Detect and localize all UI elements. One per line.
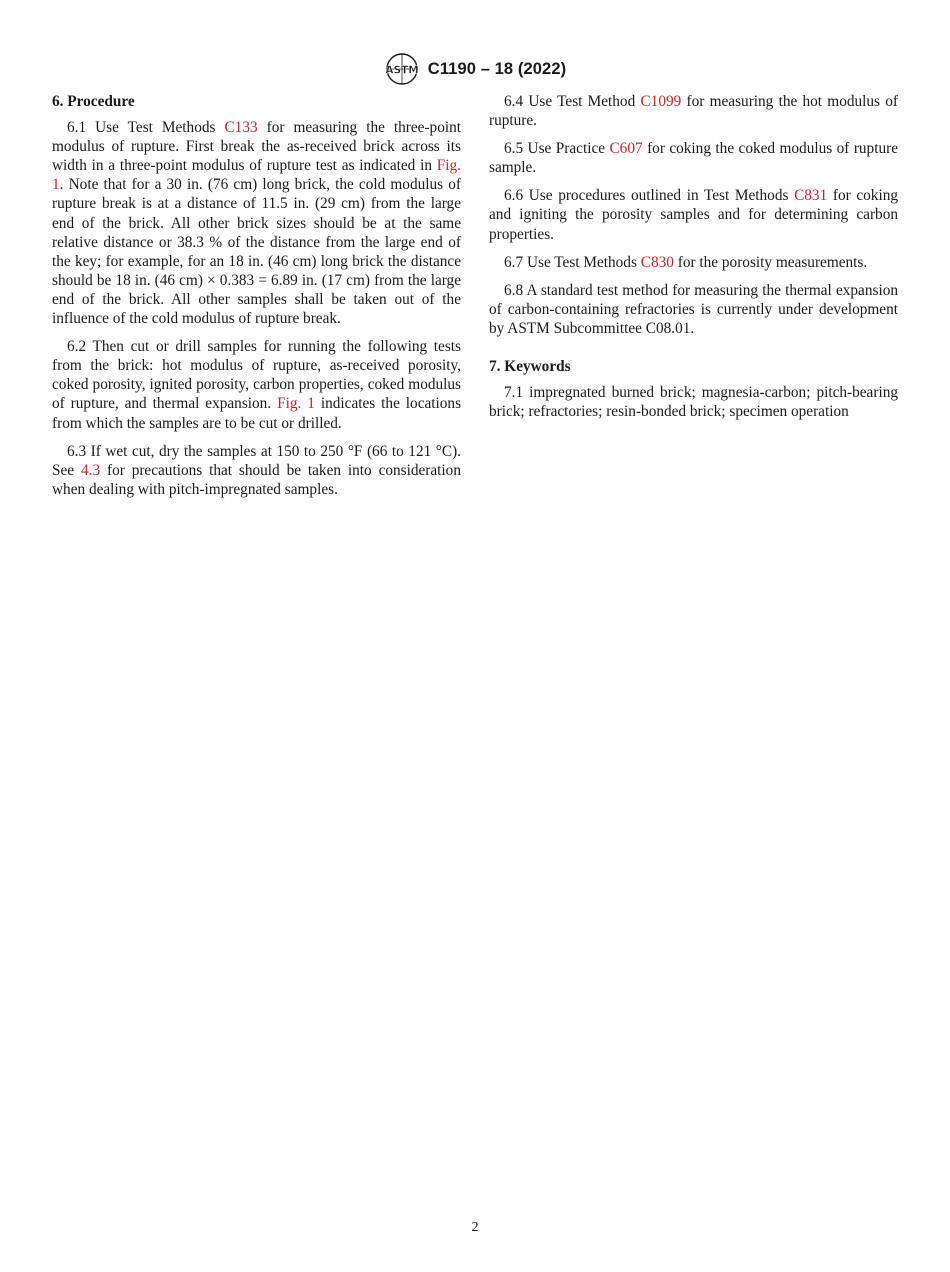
text-run: for precautions that should be taken into consideration when dealing with pitch-impregnated samples. xyxy=(52,461,461,498)
paragraph-6-3 xyxy=(52,442,461,499)
logo-text: ASTM xyxy=(385,64,419,77)
link-c831[interactable]: C831 xyxy=(794,187,828,205)
paragraph-7-1: 7.1 impregnated burned brick; magnesia-carbon; pitch-bearing brick; refractories; resin-bonded brick; specimen operation xyxy=(489,384,898,421)
standard-designation: C1190 – 18 (2022) xyxy=(427,59,567,78)
text-run: . Note that for a 30 in. (76 cm) long brick, the cold modulus of rupture break is at a distance of 11.5 in. (29 cm) from the large end of the brick. All other brick sizes should be at the same relative distance or 38.3 % of the distance from the large end of the key; for example, for an 18 in. (46 cm) long brick the distance should be 18 in. (46 cm) × 0.383 = 6.89 in. (17 cm) from the large end of the brick. All other samples shall be taken out of the influence of the cold modulus of rupture break. xyxy=(52,176,461,328)
text-run: for measuring the hot modulus of rupture. xyxy=(489,93,898,130)
paragraph-6-1 xyxy=(52,118,461,328)
paragraph-6-8: 6.8 A standard test method for measuring the thermal expansion of carbon-containing refractories is currently under development by ASTM Subcommittee C08.01. xyxy=(489,281,898,337)
astm-logo-icon xyxy=(384,52,420,86)
text-run: for measuring the three-point modulus of rupture. First break the as-received brick across its width in a three-point modulus of rupture test as indicated in xyxy=(52,119,461,175)
text-run: 6.7 Use Test Methods xyxy=(504,253,641,271)
paragraph-6-4 xyxy=(489,92,898,130)
text-run: for the porosity measurements. xyxy=(673,253,868,271)
text-run: 6.1 Use Test Methods xyxy=(67,119,225,137)
text-run: 6.6 Use procedures outlined in Test Methods xyxy=(504,187,795,205)
paragraph-6-7 xyxy=(489,253,898,272)
link-fig-1[interactable]: Fig. 1 xyxy=(277,395,315,413)
page-number: 2 xyxy=(471,1220,479,1235)
link-section-4-3[interactable]: 4.3 xyxy=(80,461,101,479)
right-column xyxy=(489,92,898,430)
text-run: 6.3 If wet cut, dry the samples at 150 to 250 °F (66 to 121 °C). See xyxy=(52,442,461,479)
link-c830[interactable]: C830 xyxy=(640,253,674,271)
paragraph-6-2 xyxy=(52,337,461,432)
text-run: for coking the coked modulus of rupture sample. xyxy=(489,140,898,177)
section-heading-procedure: 6. Procedure xyxy=(52,93,135,110)
section-heading-keywords: 7. Keywords xyxy=(489,358,571,376)
link-c607[interactable]: C607 xyxy=(609,140,643,158)
text-run: for coking and igniting the porosity samples and for determining carbon properties. xyxy=(489,187,898,243)
text-run: 6.4 Use Test Method xyxy=(504,93,641,110)
paragraph-6-5 xyxy=(489,139,898,177)
text-run: indicates the locations from which the samples are to be cut or drilled. xyxy=(52,395,462,432)
text-run: 6.2 Then cut or drill samples for running the following tests from the brick: hot modulus of rupture, as-received porosity, coked porosity, ignited porosity, carbon properties, coked modulus of rupture, and thermal expansion. xyxy=(52,338,461,413)
left-column xyxy=(52,92,461,508)
paragraph-6-6 xyxy=(489,186,898,243)
link-c1099[interactable]: C1099 xyxy=(640,93,682,110)
link-fig-1[interactable]: Fig. 1 xyxy=(52,157,461,194)
link-c133[interactable]: C133 xyxy=(224,119,258,137)
page-header xyxy=(0,52,950,86)
text-run: 6.5 Use Practice xyxy=(504,140,610,158)
